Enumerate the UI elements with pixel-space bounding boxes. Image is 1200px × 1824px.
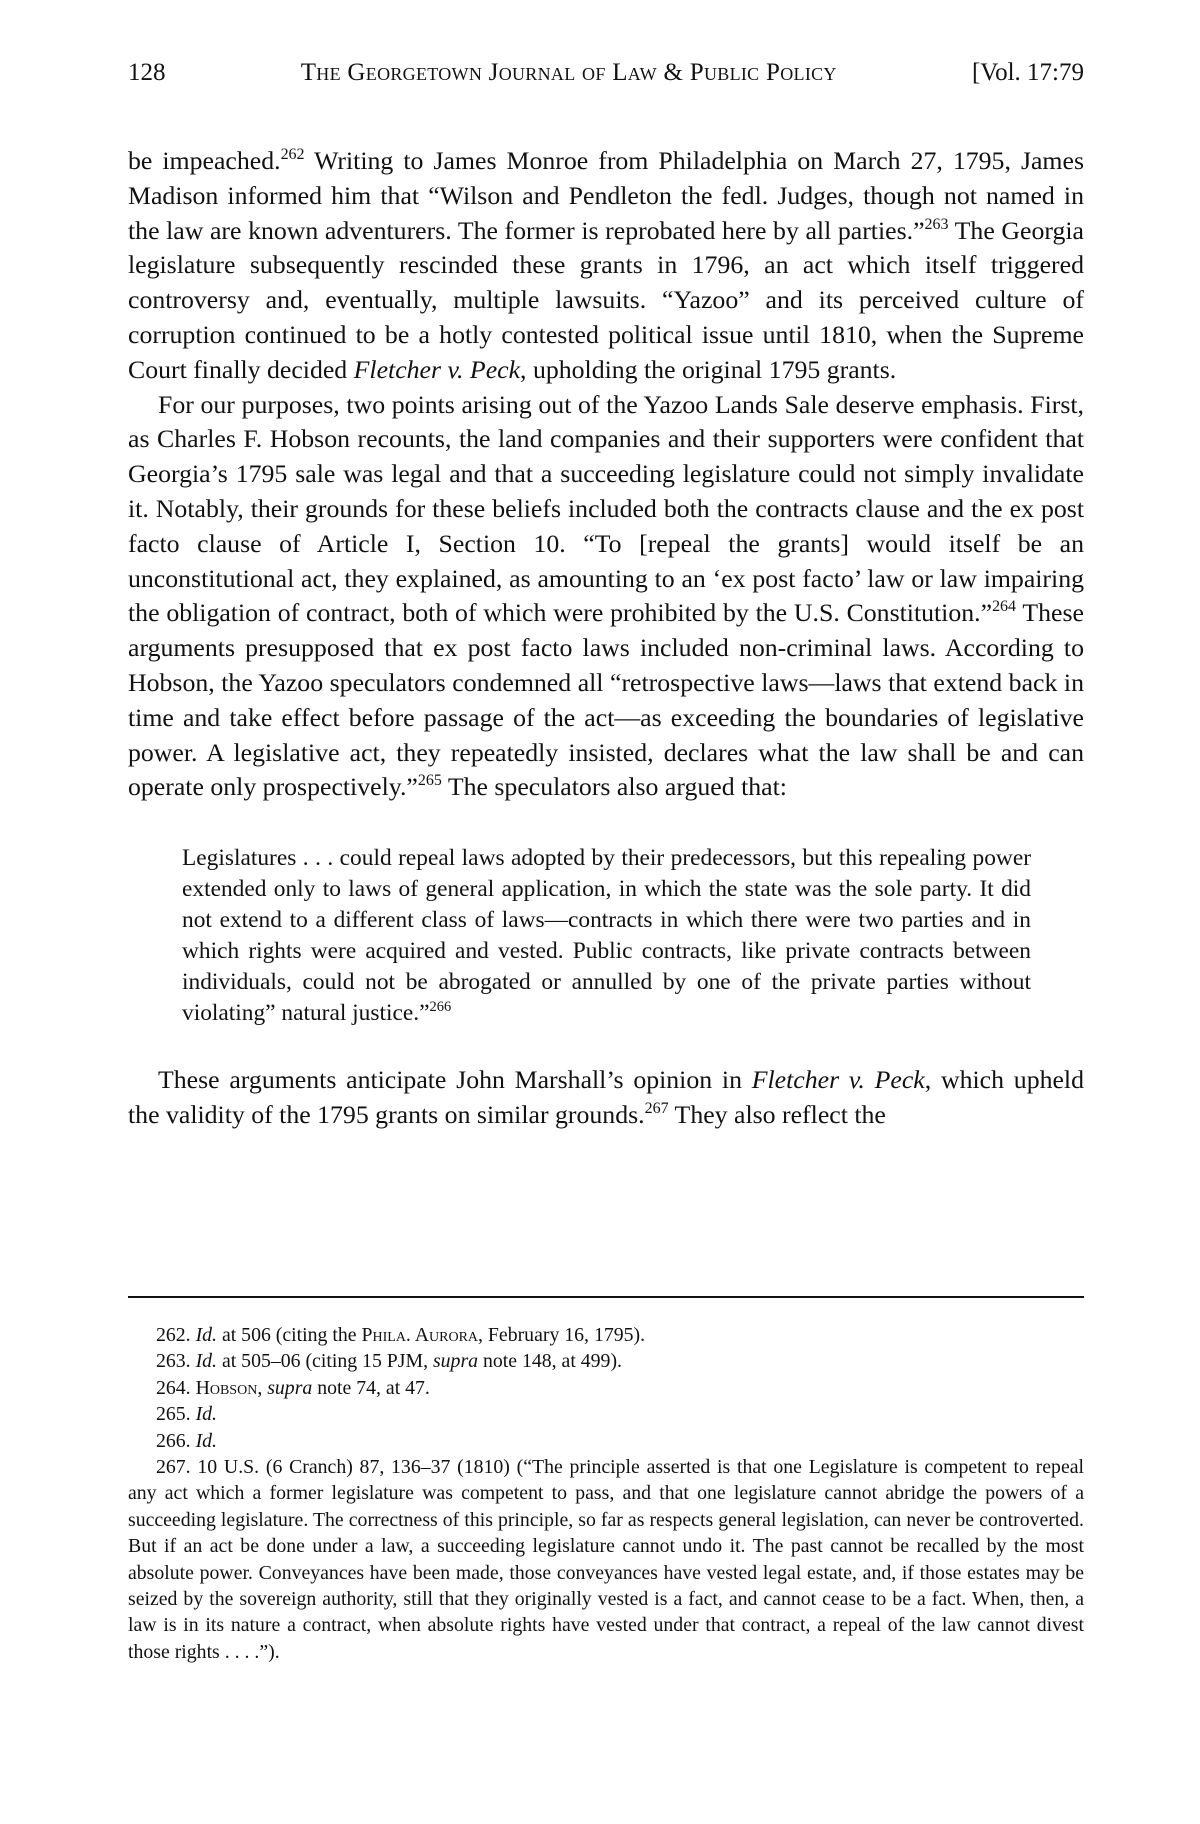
footnote-number: 262. bbox=[156, 1324, 191, 1346]
footnote-ref[interactable]: 263 bbox=[924, 215, 949, 233]
footnote-source: Hobson bbox=[195, 1376, 258, 1399]
footnote-number: 264. bbox=[156, 1376, 191, 1399]
footnote-number: 266. bbox=[156, 1429, 191, 1452]
volume-citation: [Vol. 17:79 bbox=[971, 59, 1084, 86]
block-quote bbox=[182, 843, 1031, 1029]
footnote-ref[interactable]: 265 bbox=[417, 772, 442, 790]
footnote-source: Phila. Aurora bbox=[361, 1324, 479, 1346]
paragraph-1 bbox=[128, 144, 1084, 388]
footnote-text: at 505–06 (citing 15 PJM, bbox=[217, 1350, 433, 1373]
paragraph-text: They also reflect the bbox=[668, 1099, 886, 1129]
paragraph-text: Writing to James Monroe from Philadelphia on March 27, 1795, James Madison informed him that “Wilson and Pendleton the fedl. Judges, though not named in the law are known adventurers. The former is reprobated here by all parties.” bbox=[128, 146, 1084, 245]
paragraph-text: For our purposes, two points arising out of the Yazoo Lands Sale deserve emphasis. First, as Charles F. Hobson recounts, the land companies and their supporters were confident that Georgia’s 1795 sale was legal and that a succeeding legislature could not simply invalidate it. Notably, their grounds for these beliefs included both the contracts clause and the ex post facto clause of Article I, Section 10. “To [repeal the grants] would itself be an unconstitutional act, they explained, as amounting to an ‘ex post facto’ law or law impairing the obligation of contract, both of which were prohibited by the U.S. Constitution.” bbox=[128, 389, 1084, 628]
journal-title: The Georgetown Journal of Law & Public Policy bbox=[300, 59, 837, 86]
footnote bbox=[128, 1348, 1084, 1374]
paragraph-text: The speculators also argued that: bbox=[441, 772, 787, 802]
footnote-id: Id. bbox=[195, 1350, 218, 1373]
paragraph-2 bbox=[128, 388, 1084, 806]
footnote bbox=[128, 1401, 1084, 1427]
footnote-supra: supra bbox=[267, 1376, 313, 1399]
footnote bbox=[128, 1322, 1084, 1348]
footnote-text: at 506 (citing the bbox=[217, 1324, 362, 1346]
running-head bbox=[128, 58, 1084, 88]
footnote-number: 265. bbox=[156, 1403, 191, 1426]
footnote-divider bbox=[128, 1296, 1084, 1298]
footnote-ref[interactable]: 262 bbox=[280, 146, 305, 164]
page-number: 128 bbox=[128, 59, 166, 86]
main-text bbox=[128, 144, 1084, 1133]
footnote-text: note 74, at 47. bbox=[312, 1376, 430, 1399]
footnote bbox=[128, 1454, 1084, 1665]
footnote-text: 10 U.S. (6 Cranch) 87, 136–37 (1810) (“The principle asserted is that one Legislature is competent to repeal any act which a former legislature was competent to pass, and that one legislature cannot abridge the powers of a succeeding legislature. The correctness of this principle, so far as respects general legislation, can never be controverted. But if an act be done under a law, a succeeding legislature cannot undo it. The past cannot be recalled by the most absolute power. Conveyances have been made, those conveyances have vested legal estate, and, if those estates may be seized by the sovereign authority, still that they originally vested is a fact, and cannot cease to be a fact. When, then, a law is in its nature a contract, when absolute rights have vested under that contract, a repeal of the law cannot divest those rights . . . .”). bbox=[128, 1456, 1084, 1663]
paragraph-text: The Georgia legislature subsequently rescinded these grants in 1796, an act which itself triggered controversy and, eventually, multiple lawsuits. “Yazoo” and its perceived culture of corruption continued to be a hotly contested political issue until 1810, when the Supreme Court finally decided bbox=[128, 215, 1084, 384]
paragraph-text: be impeached. bbox=[128, 146, 281, 175]
paragraph-text: , which upheld the validity of the 1795 grants on similar grounds. bbox=[128, 1065, 1085, 1129]
footnote-text: , bbox=[257, 1376, 268, 1399]
footnote-id: Id. bbox=[195, 1403, 218, 1426]
footnote-number: 267. bbox=[156, 1456, 191, 1479]
case-name: Fletcher v. Peck bbox=[353, 354, 521, 384]
footnote-supra: supra bbox=[432, 1350, 479, 1373]
footnote-id: Id. bbox=[195, 1324, 218, 1346]
footnote-text: , February 16, 1795). bbox=[478, 1324, 646, 1346]
footnote-ref[interactable]: 267 bbox=[644, 1100, 669, 1118]
quote-text: Legislatures . . . could repeal laws adopted by their predecessors, but this repealing power extended only to laws of general application, in which the state was the sole party. It did not extend to a different class of laws—contracts in which there were two parties and in which rights were acquired and vested. Public contracts, like private contracts between individuals, could not be abrogated or annulled by one of the private parties without violating” natural justice.” bbox=[182, 845, 1031, 1027]
footnotes bbox=[128, 1322, 1084, 1665]
paragraph-text: , upholding the original 1795 grants. bbox=[520, 354, 897, 384]
footnote-ref[interactable]: 266 bbox=[429, 999, 452, 1016]
paragraph-3 bbox=[128, 1063, 1084, 1133]
case-name: Fletcher v. Peck bbox=[751, 1065, 925, 1095]
footnote-text: note 148, at 499). bbox=[478, 1350, 622, 1373]
paragraph-text: These arguments presupposed that ex post facto laws included non-criminal laws. According to Hobson, the Yazoo speculators condemned all “retrospective laws—laws that extend back in time and take effect before passage of the act—as exceeding the boundaries of legislative power. A legislative act, they repeatedly insisted, declares what the law shall be and can operate only prospectively.” bbox=[128, 598, 1084, 802]
footnote bbox=[128, 1428, 1084, 1454]
footnote bbox=[128, 1375, 1084, 1401]
paragraph-text: These arguments anticipate John Marshall’s opinion in bbox=[158, 1065, 752, 1095]
footnote-id: Id. bbox=[195, 1429, 218, 1452]
footnote-number: 263. bbox=[156, 1350, 191, 1373]
footnote-ref[interactable]: 264 bbox=[992, 598, 1017, 616]
